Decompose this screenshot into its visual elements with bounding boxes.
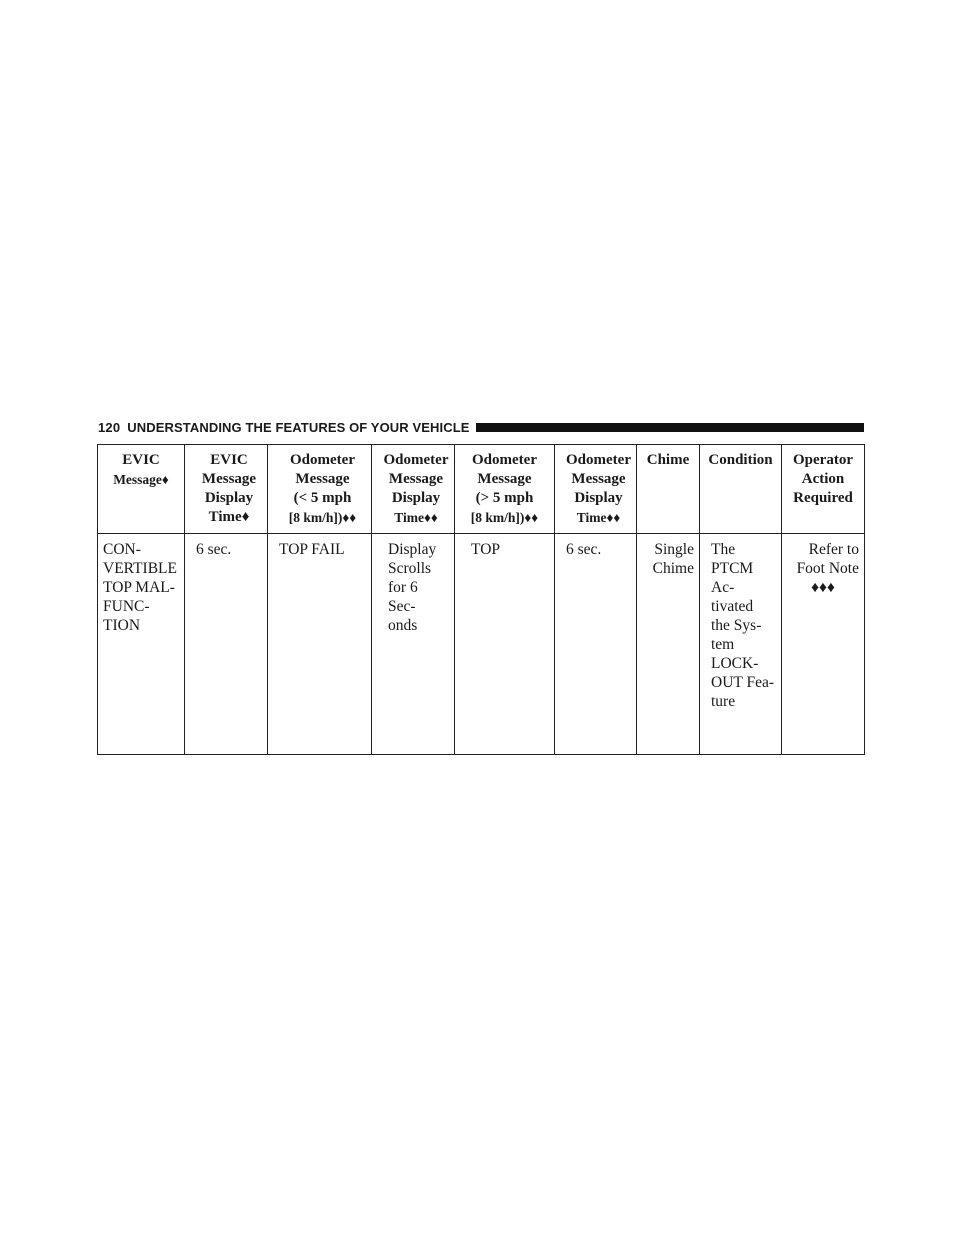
cell-condition: The PTCM Ac- tivated the Sys- tem LOCK- OUT Fea- ture: [700, 534, 782, 755]
running-header: [98, 418, 864, 436]
header-operator-action: Operator Action Required: [782, 445, 865, 534]
page-number: 120: [98, 419, 121, 435]
header-chime: Chime: [637, 445, 700, 534]
header-condition: Condition: [700, 445, 782, 534]
cell-evic-message: CON- VERTIBLE TOP MAL- FUNC- TION: [98, 534, 185, 755]
cell-odometer-message-high: TOP: [455, 534, 555, 755]
table-row: [98, 534, 865, 755]
header-odometer-display-high: Odometer Message Display Time♦♦: [555, 445, 637, 534]
cell-operator-action: Refer to Foot Note ♦♦♦: [782, 534, 865, 755]
header-evic-display-time: EVIC Message Display Time♦: [185, 445, 268, 534]
header-evic-message: EVIC Message♦: [98, 445, 185, 534]
header-odometer-message-low: Odometer Message (< 5 mph [8 km/h])♦♦: [268, 445, 372, 534]
header-odometer-message-high: Odometer Message (> 5 mph [8 km/h])♦♦: [455, 445, 555, 534]
cell-evic-display-time: 6 sec.: [185, 534, 268, 755]
table-header-row: [98, 445, 865, 534]
cell-odometer-message-low: TOP FAIL: [268, 534, 372, 755]
header-odometer-display-low: Odometer Message Display Time♦♦: [372, 445, 455, 534]
header-rule: [476, 423, 864, 432]
cell-odometer-display-low: Display Scrolls for 6 Sec- onds: [372, 534, 455, 755]
evic-message-table: [97, 444, 865, 755]
cell-odometer-display-high: 6 sec.: [555, 534, 637, 755]
section-title: UNDERSTANDING THE FEATURES OF YOUR VEHICLE: [127, 419, 470, 435]
cell-chime: Single Chime: [637, 534, 700, 755]
